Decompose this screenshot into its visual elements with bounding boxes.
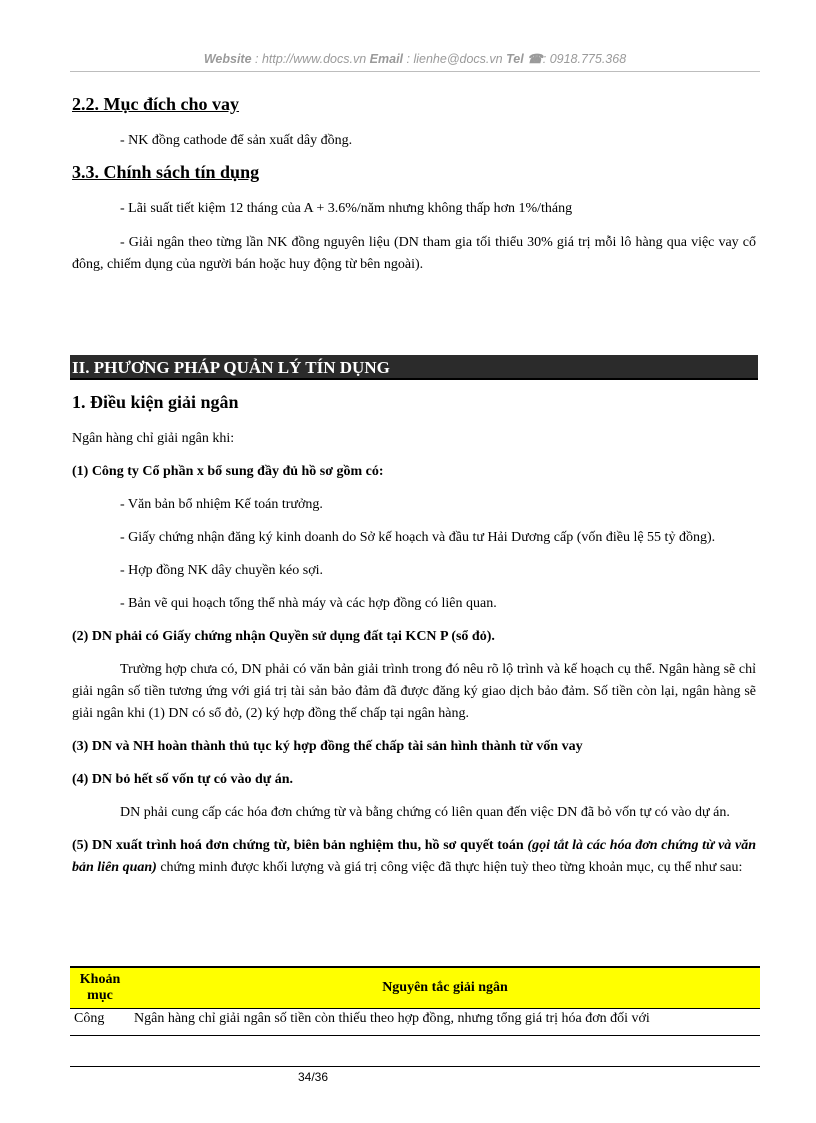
website-value: : http://www.docs.vn bbox=[255, 52, 367, 66]
condition-2-text: Trường hợp chưa có, DN phải có văn bản giải trình trong đó nêu rõ lộ trình và kế hoạch cụ thể. Ngân hàng sẽ chỉ giải ngân số tiền tương ứng với giá trị tài sản bảo đảm đã được đăng ký giao dịch bảo đảm. Số tiền còn lại, ngân hàng sẽ giải ngân khi (1) DN có sổ đỏ, (2) ký hợp đồng thế chấp tại ngân hàng. bbox=[72, 662, 756, 721]
purpose-text: - NK đồng cathode để sản xuất dây đồng. bbox=[120, 133, 353, 148]
condition-5 bbox=[72, 835, 756, 879]
part-2-band: II. PHƯƠNG PHÁP QUẢN LÝ TÍN DỤNG bbox=[70, 355, 758, 380]
condition-heading: 1. Điều kiện giải ngân bbox=[72, 392, 239, 412]
condition-4: (4) DN bỏ hết số vốn tự có vào dự án. bbox=[72, 772, 293, 787]
section-3-3 bbox=[72, 162, 756, 183]
header-divider bbox=[70, 71, 760, 72]
disbursement-table bbox=[70, 966, 760, 1036]
conditions-body bbox=[72, 428, 756, 879]
col-header-principle: Nguyên tắc giải ngân bbox=[130, 967, 760, 1009]
table-header-row bbox=[70, 967, 760, 1009]
condition-1-item: - Giấy chứng nhận đăng ký kinh doanh do Sở kế hoạch và đầu tư Hải Dương cấp (vốn điều lệ 55 tỷ đồng). bbox=[120, 530, 716, 545]
table-cell: Công bbox=[70, 1009, 130, 1036]
section-3-3-body bbox=[72, 198, 756, 276]
col-header-item: Khoản mục bbox=[70, 967, 130, 1009]
section-3-3-title: 3.3. Chính sách tín dụng bbox=[72, 162, 260, 182]
condition-2: (2) DN phải có Giấy chứng nhận Quyền sử dụng đất tại KCN P (sổ đỏ). bbox=[72, 629, 495, 644]
interest-text: - Lãi suất tiết kiệm 12 tháng của A + 3.6%/năm nhưng không thấp hơn 1%/tháng bbox=[120, 201, 573, 216]
disbursement-text: - Giải ngân theo từng lần NK đồng nguyên liệu (DN tham gia tối thiểu 30% giá trị mỗi lô hàng qua việc vay cổ đông, chiếm dụng của người bán hoặc huy động từ bên ngoài). bbox=[72, 235, 756, 272]
condition-1-item: - Bản vẽ qui hoạch tổng thể nhà máy và các hợp đồng có liên quan. bbox=[120, 596, 497, 611]
phone-icon: ☎ bbox=[527, 52, 543, 66]
section-2-2-title: 2.2. Mục đích cho vay bbox=[72, 94, 240, 114]
conditions-intro: Ngân hàng chỉ giải ngân khi: bbox=[72, 431, 235, 446]
page-number: 34/36 bbox=[298, 1070, 329, 1084]
section-2-2-body bbox=[72, 130, 756, 152]
section-2-2 bbox=[72, 94, 756, 115]
footer-divider bbox=[70, 1066, 760, 1067]
condition-5-note: (gọi tắt là các hóa đơn chứng từ và văn bản liên quan) bbox=[72, 838, 756, 875]
email-label: Email bbox=[369, 52, 404, 66]
condition-3: (3) DN và NH hoàn thành thủ tục ký hợp đồng thế chấp tài sản hình thành từ vốn vay bbox=[72, 739, 583, 754]
condition-5-rest: chứng minh được khối lượng và giá trị công việc đã thực hiện tuỳ theo từng khoản mục, cụ thể như sau: bbox=[160, 860, 743, 875]
condition-5-bold: (5) DN xuất trình hoá đơn chứng từ, biên bản nghiệm thu, hồ sơ quyết toán bbox=[72, 838, 524, 853]
table-row bbox=[70, 1009, 760, 1036]
condition-4-text: DN phải cung cấp các hóa đơn chứng từ và bằng chứng có liên quan đến việc DN đã bỏ vốn tự có vào dự án. bbox=[120, 805, 730, 820]
table-cell: Ngân hàng chỉ giải ngân số tiền còn thiếu theo hợp đồng, nhưng tổng giá trị hóa đơn đối với bbox=[130, 1009, 760, 1036]
tel-label: Tel bbox=[506, 52, 524, 66]
page-header bbox=[70, 51, 760, 66]
condition-1-item: - Văn bản bổ nhiệm Kế toán trưởng. bbox=[120, 497, 323, 512]
website-label: Website bbox=[203, 52, 252, 66]
tel-value: : 0918.775.368 bbox=[542, 52, 627, 66]
condition-1: (1) Công ty Cổ phần x bổ sung đầy đủ hồ sơ gồm có: bbox=[72, 464, 384, 479]
email-value: : lienhe@docs.vn bbox=[406, 52, 503, 66]
condition-heading-wrap bbox=[72, 392, 756, 413]
condition-1-item: - Hợp đồng NK dây chuyền kéo sợi. bbox=[120, 563, 323, 578]
